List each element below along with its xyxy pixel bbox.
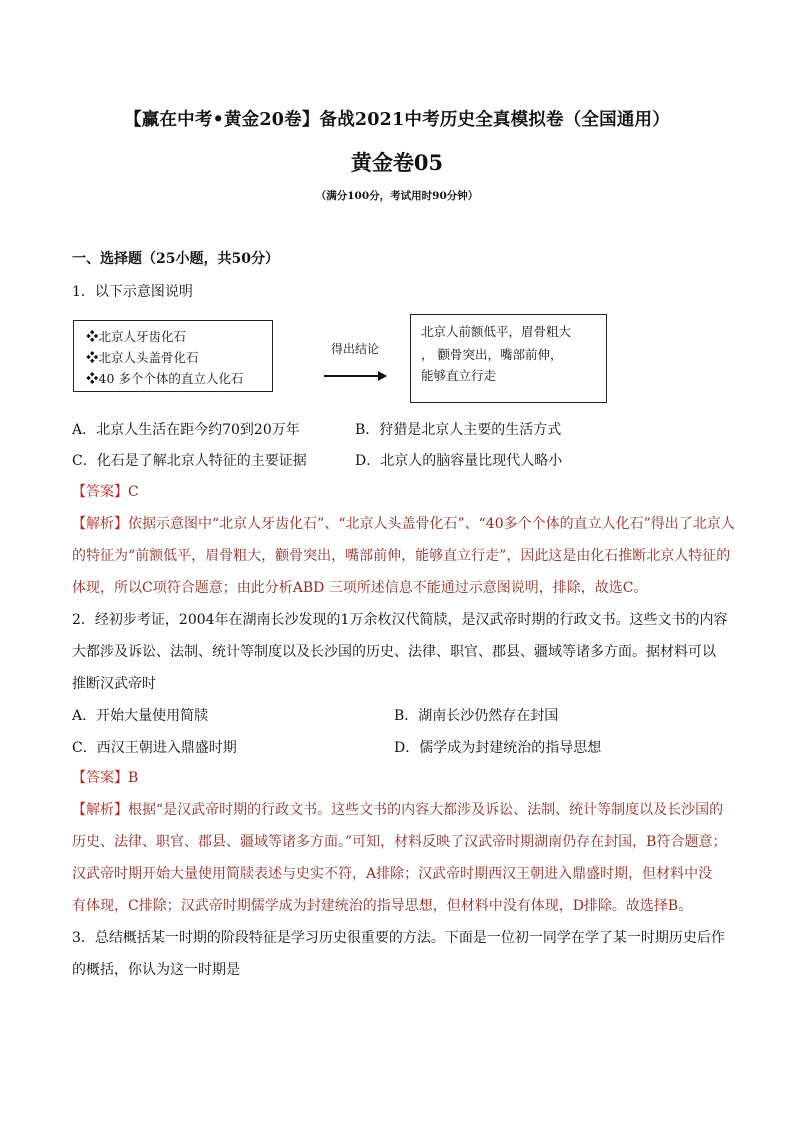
q2-explanation-line: 有体现，C排除；汉武帝时期儒学成为封建统治的指导思想，但材料中没有体现，D排除。故选择B。 <box>72 898 693 914</box>
q1-option-b: B．狩猎是北京人主要的生活方式 <box>355 422 562 438</box>
q2-stem-line: 推断汉武帝时 <box>72 676 156 692</box>
q3-stem-line: 3．总结概括某一时期的阶段特征是学习历史很重要的方法。下面是一位初一同学在学了某一时期历史后作 <box>72 930 725 946</box>
q1-explain-tag: 【解析】 <box>72 516 128 532</box>
arrow-right-icon <box>378 371 387 381</box>
q1-evidence-item: ❖40 多个个体的直立人化石 <box>86 371 244 386</box>
q1-stem: 1．以下示意图说明 <box>72 284 193 300</box>
q3-stem-line: 的概括，你认为这一时期是 <box>72 962 240 978</box>
q2-option-d: D．儒学成为封建统治的指导思想 <box>394 740 602 756</box>
q1-conclusion-line: 能够直立行走 <box>421 368 497 383</box>
q1-conclusion-line: ， 颧骨突出，嘴部前伸， <box>421 347 563 362</box>
q2-option-c: C．西汉王朝进入鼎盛时期 <box>72 740 237 756</box>
exam-note: （满分100分，考试用时90分钟） <box>315 190 479 202</box>
q2-option-a: A．开始大量使用简牍 <box>72 708 209 724</box>
q1-answer-value: C <box>128 484 139 500</box>
q1-answer <box>72 482 139 502</box>
q1-evidence-item: ❖北京人牙齿化石 <box>86 329 187 344</box>
q1-diagram-conclusion-box <box>410 314 607 403</box>
q2-stem-line: 2．经初步考证，2004年在湖南长沙发现的1万余枚汉代简牍，是汉武帝时期的行政文书。这些文书的内容 <box>72 612 728 628</box>
q2-explain-tag: 【解析】 <box>72 802 128 818</box>
q1-answer-tag: 【答案】 <box>72 484 128 500</box>
q1-option-a: A．北京人生活在距今约70到20万年 <box>72 422 300 438</box>
q1-option-c: C．化石是了解北京人特征的主要证据 <box>72 453 307 469</box>
q2-answer-tag: 【答案】 <box>72 770 128 786</box>
q2-stem-line: 大都涉及诉讼、法制、统计等制度以及长沙国的历史、法律、职官、郡县、疆域等诸多方面。据材料可以 <box>72 644 716 660</box>
q1-diagram-evidence-box <box>73 320 273 392</box>
q2-answer <box>72 768 138 788</box>
q1-arrow-line <box>324 375 380 377</box>
q2-answer-value: B <box>128 770 139 786</box>
q2-explain-text: 根据“是汉武帝时期的行政文书。这些文书的内容大都涉及诉讼、法制、统计等制度以及长沙国的 <box>128 802 724 818</box>
q1-explanation-line: 的特征为“前额低平，眉骨粗大，颧骨突出，嘴部前伸，能够直立行走”，因此这是由化石推断北京人特征的 <box>72 548 731 564</box>
q1-arrow-label: 得出结论 <box>331 342 380 356</box>
q1-evidence-item: ❖北京人头盖骨化石 <box>86 350 199 365</box>
document-title: 【赢在中考•黄金20卷】备战2021中考历史全真模拟卷（全国通用） <box>124 110 670 130</box>
q1-conclusion-line: 北京人前额低平，眉骨粗大 <box>421 324 572 339</box>
q1-explanation-line <box>72 514 735 534</box>
q2-explanation-line: 汉武帝时期开始大量使用简牍表述与史实不符，A排除；汉武帝时期西汉王朝进入鼎盛时期，但材料中没 <box>72 866 713 882</box>
q2-option-b: B．湖南长沙仍然存在封国 <box>394 708 559 724</box>
paper-subtitle: 黄金卷05 <box>350 150 444 175</box>
q1-option-d: D．北京人的脑容量比现代人略小 <box>355 453 563 469</box>
q1-explain-text: 依据示意图中“北京人牙齿化石”、“北京人头盖骨化石”、“40多个个体的直立人化石”得出了北京人 <box>128 516 735 532</box>
section-heading: 一、选择题（25小题，共50分） <box>72 251 279 267</box>
q1-explanation-line: 体现，所以C项符合题意；由此分析ABD 三项所述信息不能通过示意图说明，排除，故选C。 <box>72 580 648 596</box>
q2-explanation-line: 历史、法律、职官、郡县、疆域等诸多方面。”可知，材料反映了汉武帝时期湖南仍存在封国，B符合题意； <box>72 834 727 850</box>
q2-explanation-line <box>72 800 723 820</box>
